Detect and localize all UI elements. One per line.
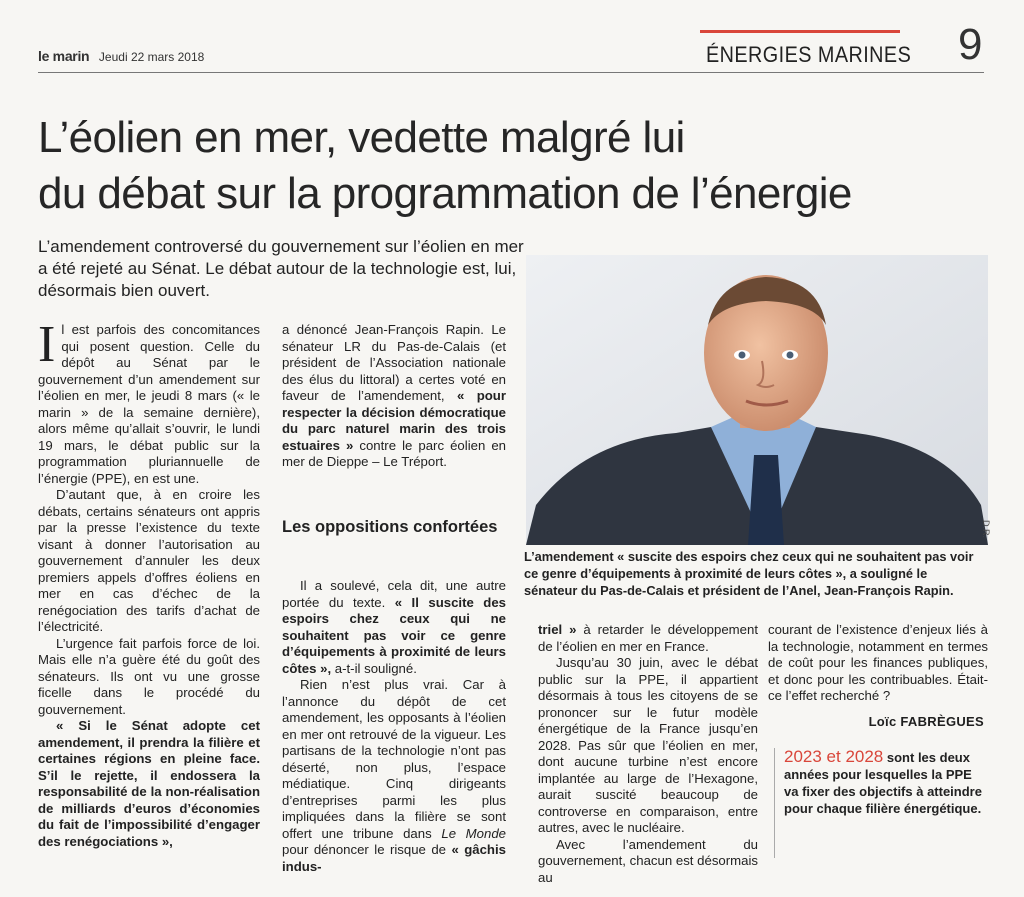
quote-bold: « gâchis indus- — [282, 842, 506, 874]
section-title: ÉNERGIES MARINES — [706, 42, 912, 67]
photo-credit: D.R. — [981, 520, 991, 538]
header-divider — [38, 72, 984, 73]
column-2-continued — [282, 578, 506, 875]
subheading: Les oppositions confortées — [282, 518, 498, 536]
column-2 — [282, 322, 506, 471]
quote-bold: « Si le Sénat adopte cet amendement, il prendra la filière et certaines régions en pleine face. S’il le rejette, il endossera la responsabilité de la non-réalisation de milliards d’euros d’économies du fait de l’impossibilité d’engager des renégociations », — [38, 718, 260, 849]
author-byline: Loïc FABRÈGUES — [868, 714, 984, 729]
quote-bold: « Il suscite des espoirs chez ceux qui ne souhaitent pas voir ce genre d’équipements à proximité de leurs côtes », — [282, 594, 506, 676]
factbox-highlight: 2023 et 2028 — [784, 747, 884, 766]
paragraph: contre le parc éolien en mer de Dieppe – Le Tréport. — [282, 437, 507, 469]
section-accent-line — [700, 30, 900, 33]
paragraph: a dénoncé Jean-François Rapin. Le sénateur LR du Pas-de-Calais (et président de l’Association nationale des élus du littoral) a certes voté en faveur de l’amendement, — [282, 322, 506, 403]
page-header — [38, 48, 204, 64]
headline-line-1: L’éolien en mer, vedette malgré lui — [38, 113, 685, 162]
paragraph: D’autant que, à en croire les débats, certains sénateurs ont appris par la presse l’existence du texte visant à donner l’autorisation au gouvernement d’annuler les deux premiers appels d’offres éoliens en mer en cas d’échec de la renégociation des tarifs d’achat de l’électricité. — [38, 487, 260, 634]
photo-caption: L’amendement « suscite des espoirs chez ceux qui ne souhaitent pas voir ce genre d’équipements à proximité de leurs côtes », a souligné le sénateur du Pas-de-Calais et président de l’Anel, Jean-François Rapin. — [524, 549, 974, 598]
issue-date: Jeudi 22 mars 2018 — [98, 50, 205, 64]
paragraph: Jusqu’au 30 juin, avec le débat public sur la PPE, il appartient désormais à tous les citoyens de se prononcer sur le futur modèle énergétique de la France jusqu’en 2028. Pas sûr que l’éolien en mer, dont aucune turbine n’est encore implantée au large de l’Hexagone, aurait suscité beaucoup de controverse en comparaison, entre autres, avec le nucléaire. — [538, 655, 758, 835]
paragraph: Il a soulevé, cela dit, une autre portée du texte. — [282, 578, 506, 610]
portrait-illustration — [526, 255, 988, 545]
brand-logo: le marin — [38, 48, 90, 64]
factbox-text: sont les deux années pour lesquelles la PPE va fixer des objectifs à atteindre pour chaque filière énergétique. — [784, 750, 982, 816]
italic-title: Le Monde — [441, 825, 507, 841]
article-lead: L’amendement controversé du gouvernement sur l’éolien en mer a été rejeté au Sénat. Le débat autour de la technologie est, lui, désormais bien ouvert. — [38, 237, 524, 300]
paragraph: pour dénoncer le risque de — [282, 842, 446, 857]
page-number: 9 — [958, 20, 983, 69]
headline-line-2: du débat sur la programmation de l’énergie — [38, 169, 852, 218]
paragraph: Avec l’amendement du gouvernement, chacun est désormais au — [538, 836, 758, 885]
paragraph: à retarder le développement de l’éolien en mer en France. — [538, 622, 758, 654]
quote-bold: triel » — [538, 622, 577, 637]
paragraph: a-t-il souligné. — [334, 660, 417, 676]
column-4 — [768, 622, 988, 705]
paragraph: courant de l’existence d’enjeux liés à la technologie, notamment en termes de coût pour les finances publiques, et donc pour les contribuables. Était-ce l’effet recherché ? — [768, 622, 988, 703]
paragraph: Rien n’est plus vrai. Car à l’annonce du dépôt de cet amendement, les opposants à l’éolien en mer ont retrouvé de la vigueur. Les partisans de la technologie n’ont pas déserté, non plus, l’espace médiatique. Cinq dirigeants d’entreprises parmi les plus impliquées dans la filière se sont offert une tribune dans — [282, 677, 506, 841]
quote-bold: « pour respecter la décision démocratique du parc naturel marin des trois estuaires » — [282, 388, 506, 453]
paragraph: l est parfois des concomitances qui posent question. Celle du dépôt au Sénat par le gouvernement d’un amendement sur l’éolien en mer, le jeudi 8 mars (« le marin » de la semaine dernière), alors même qu’allait s’ouvrir, le lundi 19 mars, le débat public sur la programmation pluriannuelle de l’énergie (PPE), en est une. — [38, 322, 260, 486]
portrait-photo — [526, 255, 988, 545]
factbox-rule — [774, 748, 775, 858]
column-1 — [38, 316, 260, 850]
factbox — [784, 748, 984, 817]
paragraph: L’urgence fait parfois force de loi. Mais elle n’a guère été du goût des sénateurs. Ils ont vu une grosse ficelle dans le procédé du gouvernement. — [38, 635, 260, 717]
article-headline — [38, 110, 998, 222]
drop-cap: I — [38, 316, 56, 373]
column-3 — [538, 622, 758, 886]
